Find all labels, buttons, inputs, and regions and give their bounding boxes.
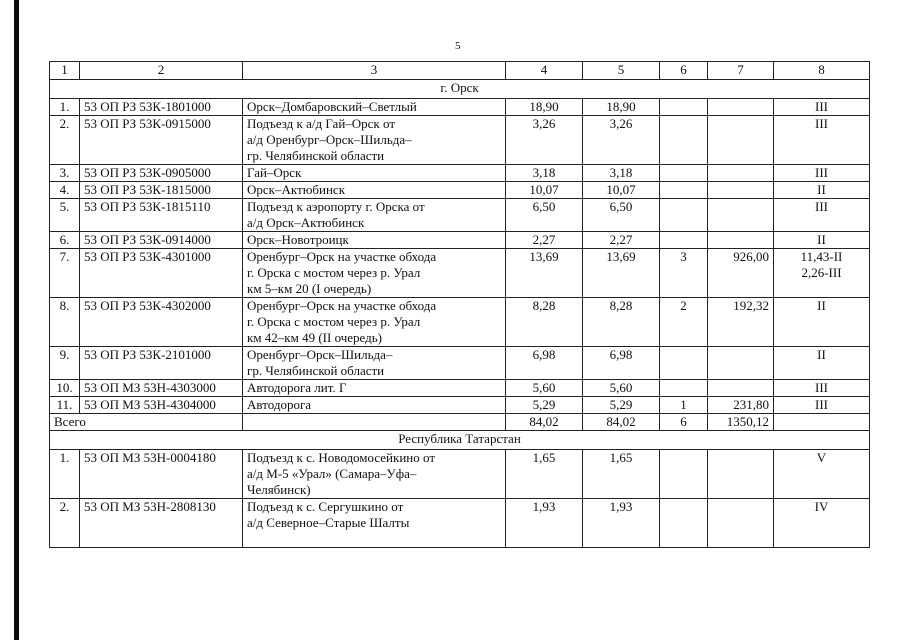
column-number: 3 — [243, 62, 506, 80]
length-hard-surface-cell: 5,60 — [583, 380, 660, 397]
length-hard-surface-cell: 2,27 — [583, 232, 660, 249]
road-id-cell: 53 ОП РЗ 53К-0914000 — [80, 232, 243, 249]
road-id-cell: 53 ОП РЗ 53К-1801000 — [80, 99, 243, 116]
road-name-cell: Подъезд к с. Сергушкино от а/д Северное–Старые Шалты — [243, 499, 506, 548]
table-row — [50, 380, 870, 397]
total-row — [50, 414, 870, 431]
road-category-cell: II — [774, 347, 870, 380]
row-number: 7. — [50, 249, 80, 298]
road-name-cell: Орск–Актюбинск — [243, 182, 506, 199]
column-number: 7 — [708, 62, 774, 80]
bridge-count-cell — [660, 199, 708, 232]
road-id-cell: 53 ОП РЗ 53К-4302000 — [80, 298, 243, 347]
road-category-cell: III — [774, 165, 870, 182]
roads-table — [49, 61, 870, 548]
length-cell: 3,18 — [506, 165, 583, 182]
page-number: 5 — [455, 40, 461, 52]
road-category-cell: III — [774, 116, 870, 165]
table-row — [50, 165, 870, 182]
bridge-length-cell — [708, 499, 774, 548]
road-id-cell: 53 ОП РЗ 53К-0915000 — [80, 116, 243, 165]
length-hard-surface-cell: 6,98 — [583, 347, 660, 380]
road-category-cell: III — [774, 199, 870, 232]
road-category-cell: III — [774, 380, 870, 397]
column-number: 6 — [660, 62, 708, 80]
table-row — [50, 499, 870, 548]
column-number: 5 — [583, 62, 660, 80]
length-cell: 5,29 — [506, 397, 583, 414]
row-number: 10. — [50, 380, 80, 397]
road-id-cell: 53 ОП МЗ 53Н-0004180 — [80, 450, 243, 499]
road-category-cell: II — [774, 182, 870, 199]
bridge-length-cell — [708, 450, 774, 499]
section-title: Республика Татарстан — [50, 431, 870, 450]
length-hard-surface-cell: 6,50 — [583, 199, 660, 232]
table-row — [50, 397, 870, 414]
bridge-count-cell — [660, 232, 708, 249]
road-id-cell: 53 ОП РЗ 53К-4301000 — [80, 249, 243, 298]
row-number: 11. — [50, 397, 80, 414]
road-category-cell: II — [774, 232, 870, 249]
total-bridge-count-cell: 6 — [660, 414, 708, 431]
road-name-cell: Орск–Новотроицк — [243, 232, 506, 249]
bridge-count-cell — [660, 450, 708, 499]
road-name-cell: Подъезд к аэропорту г. Орска от а/д Орск–Актюбинск — [243, 199, 506, 232]
length-cell: 5,60 — [506, 380, 583, 397]
road-name-cell: Оренбург–Орск на участке обхода г. Орска с мостом через р. Урал км 5–км 20 (I очередь) — [243, 249, 506, 298]
length-cell: 13,69 — [506, 249, 583, 298]
road-name-cell: Оренбург–Орск–Шильда– гр. Челябинской области — [243, 347, 506, 380]
section-header-row — [50, 80, 870, 99]
road-id-cell: 53 ОП РЗ 53К-0905000 — [80, 165, 243, 182]
bridge-count-cell — [660, 380, 708, 397]
bridge-count-cell — [660, 99, 708, 116]
row-number: 1. — [50, 450, 80, 499]
road-name-cell: Орск–Домбаровский–Светлый — [243, 99, 506, 116]
road-id-cell: 53 ОП МЗ 53Н-2808130 — [80, 499, 243, 548]
total-category-cell — [774, 414, 870, 431]
bridge-count-cell — [660, 499, 708, 548]
row-number: 5. — [50, 199, 80, 232]
bridge-count-cell — [660, 116, 708, 165]
total-length-cell: 84,02 — [506, 414, 583, 431]
bridge-length-cell: 231,80 — [708, 397, 774, 414]
length-cell: 10,07 — [506, 182, 583, 199]
road-name-cell: Подъезд к а/д Гай–Орск от а/д Оренбург–Орск–Шильда– гр. Челябинской области — [243, 116, 506, 165]
road-id-cell: 53 ОП РЗ 53К-1815110 — [80, 199, 243, 232]
road-id-cell: 53 ОП МЗ 53Н-4304000 — [80, 397, 243, 414]
bridge-count-cell — [660, 165, 708, 182]
row-number: 2. — [50, 499, 80, 548]
total-length-hard-surface-cell: 84,02 — [583, 414, 660, 431]
road-name-cell: Подъезд к с. Новодомосейкино от а/д М-5 «Урал» (Самара–Уфа– Челябинск) — [243, 450, 506, 499]
table-row — [50, 232, 870, 249]
length-cell: 6,98 — [506, 347, 583, 380]
bridge-count-cell: 3 — [660, 249, 708, 298]
total-bridge-length-cell: 1350,12 — [708, 414, 774, 431]
length-cell: 1,93 — [506, 499, 583, 548]
road-name-cell: Оренбург–Орск на участке обхода г. Орска с мостом через р. Урал км 42–км 49 (II очередь) — [243, 298, 506, 347]
row-number: 9. — [50, 347, 80, 380]
road-name-cell: Автодорога — [243, 397, 506, 414]
row-number: 6. — [50, 232, 80, 249]
length-cell: 8,28 — [506, 298, 583, 347]
row-number: 4. — [50, 182, 80, 199]
section-title: г. Орск — [50, 80, 870, 99]
road-id-cell: 53 ОП РЗ 53К-2101000 — [80, 347, 243, 380]
column-number: 1 — [50, 62, 80, 80]
table-row — [50, 182, 870, 199]
total-label: Всего — [50, 414, 243, 431]
road-category-cell: IV — [774, 499, 870, 548]
column-number: 8 — [774, 62, 870, 80]
table-row — [50, 99, 870, 116]
length-cell: 2,27 — [506, 232, 583, 249]
length-hard-surface-cell: 1,65 — [583, 450, 660, 499]
table-row — [50, 298, 870, 347]
row-number: 3. — [50, 165, 80, 182]
road-name-cell: Автодорога лит. Г — [243, 380, 506, 397]
table-row — [50, 249, 870, 298]
length-hard-surface-cell: 8,28 — [583, 298, 660, 347]
length-hard-surface-cell: 13,69 — [583, 249, 660, 298]
total-name-cell — [243, 414, 506, 431]
length-cell: 1,65 — [506, 450, 583, 499]
bridge-length-cell — [708, 347, 774, 380]
row-number: 2. — [50, 116, 80, 165]
bridge-count-cell — [660, 347, 708, 380]
bridge-length-cell: 926,00 — [708, 249, 774, 298]
length-hard-surface-cell: 18,90 — [583, 99, 660, 116]
length-cell: 3,26 — [506, 116, 583, 165]
bridge-count-cell: 1 — [660, 397, 708, 414]
bridge-length-cell — [708, 116, 774, 165]
bridge-length-cell: 192,32 — [708, 298, 774, 347]
table-row — [50, 116, 870, 165]
length-hard-surface-cell: 3,18 — [583, 165, 660, 182]
length-hard-surface-cell: 5,29 — [583, 397, 660, 414]
column-number: 4 — [506, 62, 583, 80]
bridge-length-cell — [708, 232, 774, 249]
bridge-length-cell — [708, 199, 774, 232]
road-id-cell: 53 ОП МЗ 53Н-4303000 — [80, 380, 243, 397]
road-category-cell: III — [774, 397, 870, 414]
table-row — [50, 199, 870, 232]
table-row — [50, 450, 870, 499]
length-hard-surface-cell: 1,93 — [583, 499, 660, 548]
road-name-cell: Гай–Орск — [243, 165, 506, 182]
road-category-cell: III — [774, 99, 870, 116]
road-category-cell: II — [774, 298, 870, 347]
bridge-length-cell — [708, 99, 774, 116]
length-hard-surface-cell: 3,26 — [583, 116, 660, 165]
length-cell: 18,90 — [506, 99, 583, 116]
bridge-length-cell — [708, 165, 774, 182]
bridge-length-cell — [708, 380, 774, 397]
road-category-cell: 11,43-II 2,26-III — [774, 249, 870, 298]
bridge-length-cell — [708, 182, 774, 199]
bridge-count-cell — [660, 182, 708, 199]
length-hard-surface-cell: 10,07 — [583, 182, 660, 199]
section-header-row — [50, 431, 870, 450]
bridge-count-cell: 2 — [660, 298, 708, 347]
row-number: 1. — [50, 99, 80, 116]
column-number: 2 — [80, 62, 243, 80]
table-row — [50, 347, 870, 380]
binding-edge — [14, 0, 19, 640]
length-cell: 6,50 — [506, 199, 583, 232]
column-number-row — [50, 62, 870, 80]
road-category-cell: V — [774, 450, 870, 499]
row-number: 8. — [50, 298, 80, 347]
road-id-cell: 53 ОП РЗ 53К-1815000 — [80, 182, 243, 199]
